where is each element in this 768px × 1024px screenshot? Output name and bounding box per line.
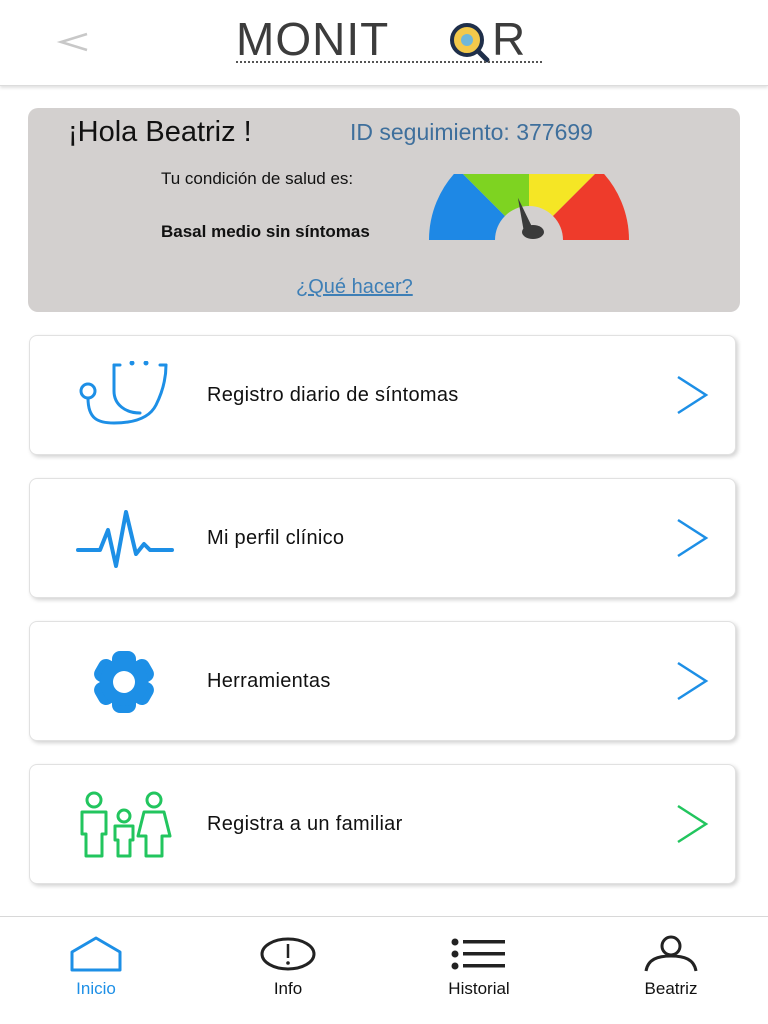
gear-icon	[74, 647, 174, 717]
menu-tools[interactable]	[29, 621, 736, 741]
menu-label: Registra a un familiar	[207, 812, 403, 835]
greeting-card	[28, 108, 740, 312]
bottom-tab-bar	[0, 916, 768, 1024]
info-icon	[259, 936, 317, 972]
chevron-right-icon	[672, 373, 712, 417]
greeting-text: ¡Hola Beatriz !	[68, 116, 252, 148]
tab-historial[interactable]	[414, 917, 544, 1017]
user-icon	[642, 935, 700, 973]
menu-clinical-profile[interactable]	[29, 478, 736, 598]
menu-label: Herramientas	[207, 669, 331, 692]
health-condition-value: Basal medio sin síntomas	[161, 222, 370, 241]
stethoscope-icon	[74, 361, 174, 431]
tab-beatriz[interactable]	[606, 917, 736, 1017]
health-gauge	[426, 174, 632, 242]
tab-label: Info	[273, 979, 303, 998]
list-icon	[450, 936, 508, 972]
app-header	[0, 0, 768, 86]
tab-label: Beatriz	[644, 979, 698, 998]
magnifier-icon	[449, 22, 491, 64]
back-button[interactable]	[48, 22, 98, 62]
menu-label: Mi perfil clínico	[207, 526, 345, 549]
menu-label: Registro diario de síntomas	[207, 383, 459, 406]
what-to-do-link[interactable]: ¿Qué hacer?	[296, 276, 413, 298]
monitor-logo	[236, 14, 546, 70]
chevron-right-icon	[672, 659, 712, 703]
chevron-right-icon	[672, 802, 712, 846]
logo-text: MONIT R	[236, 13, 527, 65]
chevron-left-icon	[55, 30, 91, 54]
heartbeat-icon	[74, 504, 174, 574]
chevron-right-icon	[672, 516, 712, 560]
tracking-id: ID seguimiento: 377699	[350, 119, 593, 145]
health-condition-label: Tu condición de salud es:	[161, 169, 354, 188]
family-icon	[74, 790, 174, 860]
menu-register-family[interactable]	[29, 764, 736, 884]
menu-daily-symptoms[interactable]	[29, 335, 736, 455]
tab-label: Historial	[448, 979, 510, 998]
tab-info[interactable]	[223, 917, 353, 1017]
gauge-hub	[522, 225, 544, 239]
logo-underline	[236, 61, 542, 63]
tab-inicio[interactable]	[31, 917, 161, 1017]
home-icon	[68, 936, 124, 972]
tab-label: Inicio	[76, 979, 116, 998]
